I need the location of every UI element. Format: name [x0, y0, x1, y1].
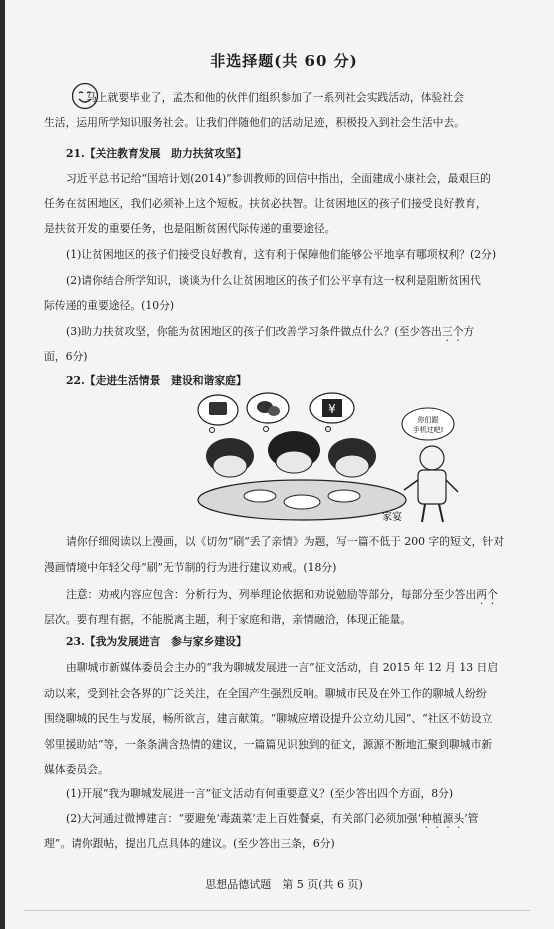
q23-question-2-line-2: 理”。请你跟帖，提出几点具体的建议。(至少答出三条，6分): [44, 837, 335, 850]
q21-q3-emphasis: 三个: [441, 325, 464, 338]
q22-text-2: 漫画情境中年轻父母“刷”无节制的行为进行建议劝戒。(18分): [44, 561, 337, 574]
q23-header: 23.【我为发展进言 参与家乡建设】: [66, 635, 247, 648]
intro-line-1: 马上就要毕业了，孟杰和他的伙伴们组织参加了一系列社会实践活动，体验社会: [86, 91, 464, 104]
q23-question-2-line-1: [44, 806, 524, 831]
q22-text-1: 请你仔细阅读以上漫画，以《切勿“刷”丢了亲情》为题，写一篇不低于 200 字的短文，针对: [66, 535, 504, 548]
q21-question-2-line-2: 际传递的重要途径。(10分): [44, 299, 175, 312]
family-dinner-cartoon: [182, 392, 478, 524]
page-footer: 思想品德试题 第 5 页(共 6 页): [205, 878, 363, 891]
q21-header: 21.【关注教育发展 助力扶贫攻坚】: [66, 147, 247, 160]
q21-question-3-line-2: 面，6分): [44, 350, 88, 363]
q21-q3-text-a: (3)助力扶贫攻坚，你能为贫困地区的孩子们改善学习条件做点什么？(至少答出: [66, 325, 442, 338]
q21-q3-text-c: 方: [463, 325, 475, 338]
q22-note-text-a: 注意：劝戒内容应包含：分析行为、列举理论依据和劝说勉励等部分，每部分至少答出: [66, 588, 477, 601]
q21-text-3: 是扶贫开发的重要任务，也是阻断贫困代际传递的重要途径。: [44, 222, 336, 235]
q23-text-2: 动以来，受到社会各界的广泛关注，在全国产生强烈反响。聊城市民及在外工作的聊城人纷纷: [44, 687, 487, 700]
bottom-divider: [24, 910, 530, 911]
q21-question-3-line-1: [44, 319, 524, 344]
svg-text:¥: ¥: [328, 402, 336, 416]
q23-q2-text-a: (2)大河通过微博建言：“要避免‘毒蔬菜’走上百姓餐桌，有关部门必须加强‘: [66, 812, 422, 825]
q22-note-emphasis: 两个: [476, 588, 498, 601]
q23-text-1: 由聊城市新媒体委员会主办的“我为聊城发展进一言”征文活动，自 2015 年 12 月 13 日启: [66, 661, 499, 674]
q23-text-5: 媒体委员会。: [44, 763, 109, 776]
cartoon-speech-line-2: 手机过吧!: [412, 426, 444, 434]
q23-question-1: (1)开展“我为聊城发展进一言”征文活动有何重要意义？(至少答出四个方面，8分): [66, 787, 454, 800]
intro-line-2: 生活，运用所学知识服务社会。让我们伴随他们的活动足迹，积极投入到社会生活中去。: [44, 116, 466, 129]
q23-text-4: 邻里援助站”等，一条条满含热情的建议，一篇篇见识独到的征文，源源不断地汇聚到聊城市新: [44, 738, 493, 751]
q23-text-3: 围绕聊城的民生与发展，畅所欲言，建言献策。“聊城应增设提升公立幼儿园”、“社区不妨设立: [44, 712, 493, 725]
binding-edge: [0, 0, 5, 929]
q21-text-1: 习近平总书记给“国培计划(2014)”参训教师的回信中指出，全面建成小康社会，最艰巨的: [66, 172, 491, 185]
section-title: 非选择题(共 60 分): [210, 52, 358, 70]
q23-q2-emphasis: 种植源头: [421, 812, 465, 825]
q22-note-line-1: [44, 582, 524, 607]
q21-question-1: (1)让贫困地区的孩子们接受良好教育，这有利于保障他们能够公平地享有哪项权利？(2分): [66, 248, 497, 261]
q22-note-line-2: 层次。要有理有据，不能脱离主题，利于家庭和谐，亲情融洽，体现正能量。: [44, 613, 412, 626]
q21-question-2-line-1: (2)请你结合所学知识，谈谈为什么让贫困地区的孩子们公平享有这一权利是阻断贫困代: [66, 274, 481, 287]
cartoon-caption: 家宴: [382, 512, 402, 523]
q22-header: 22.【走进生活情景 建设和谐家庭】: [66, 374, 247, 387]
q23-q2-text-c: ’管: [464, 812, 479, 825]
q21-text-2: 任务在贫困地区，我们必须补上这个短板。扶贫必扶智。让贫困地区的孩子们接受良好教育，: [44, 197, 487, 210]
cartoon-speech-line-1: 你们跟: [417, 416, 439, 424]
